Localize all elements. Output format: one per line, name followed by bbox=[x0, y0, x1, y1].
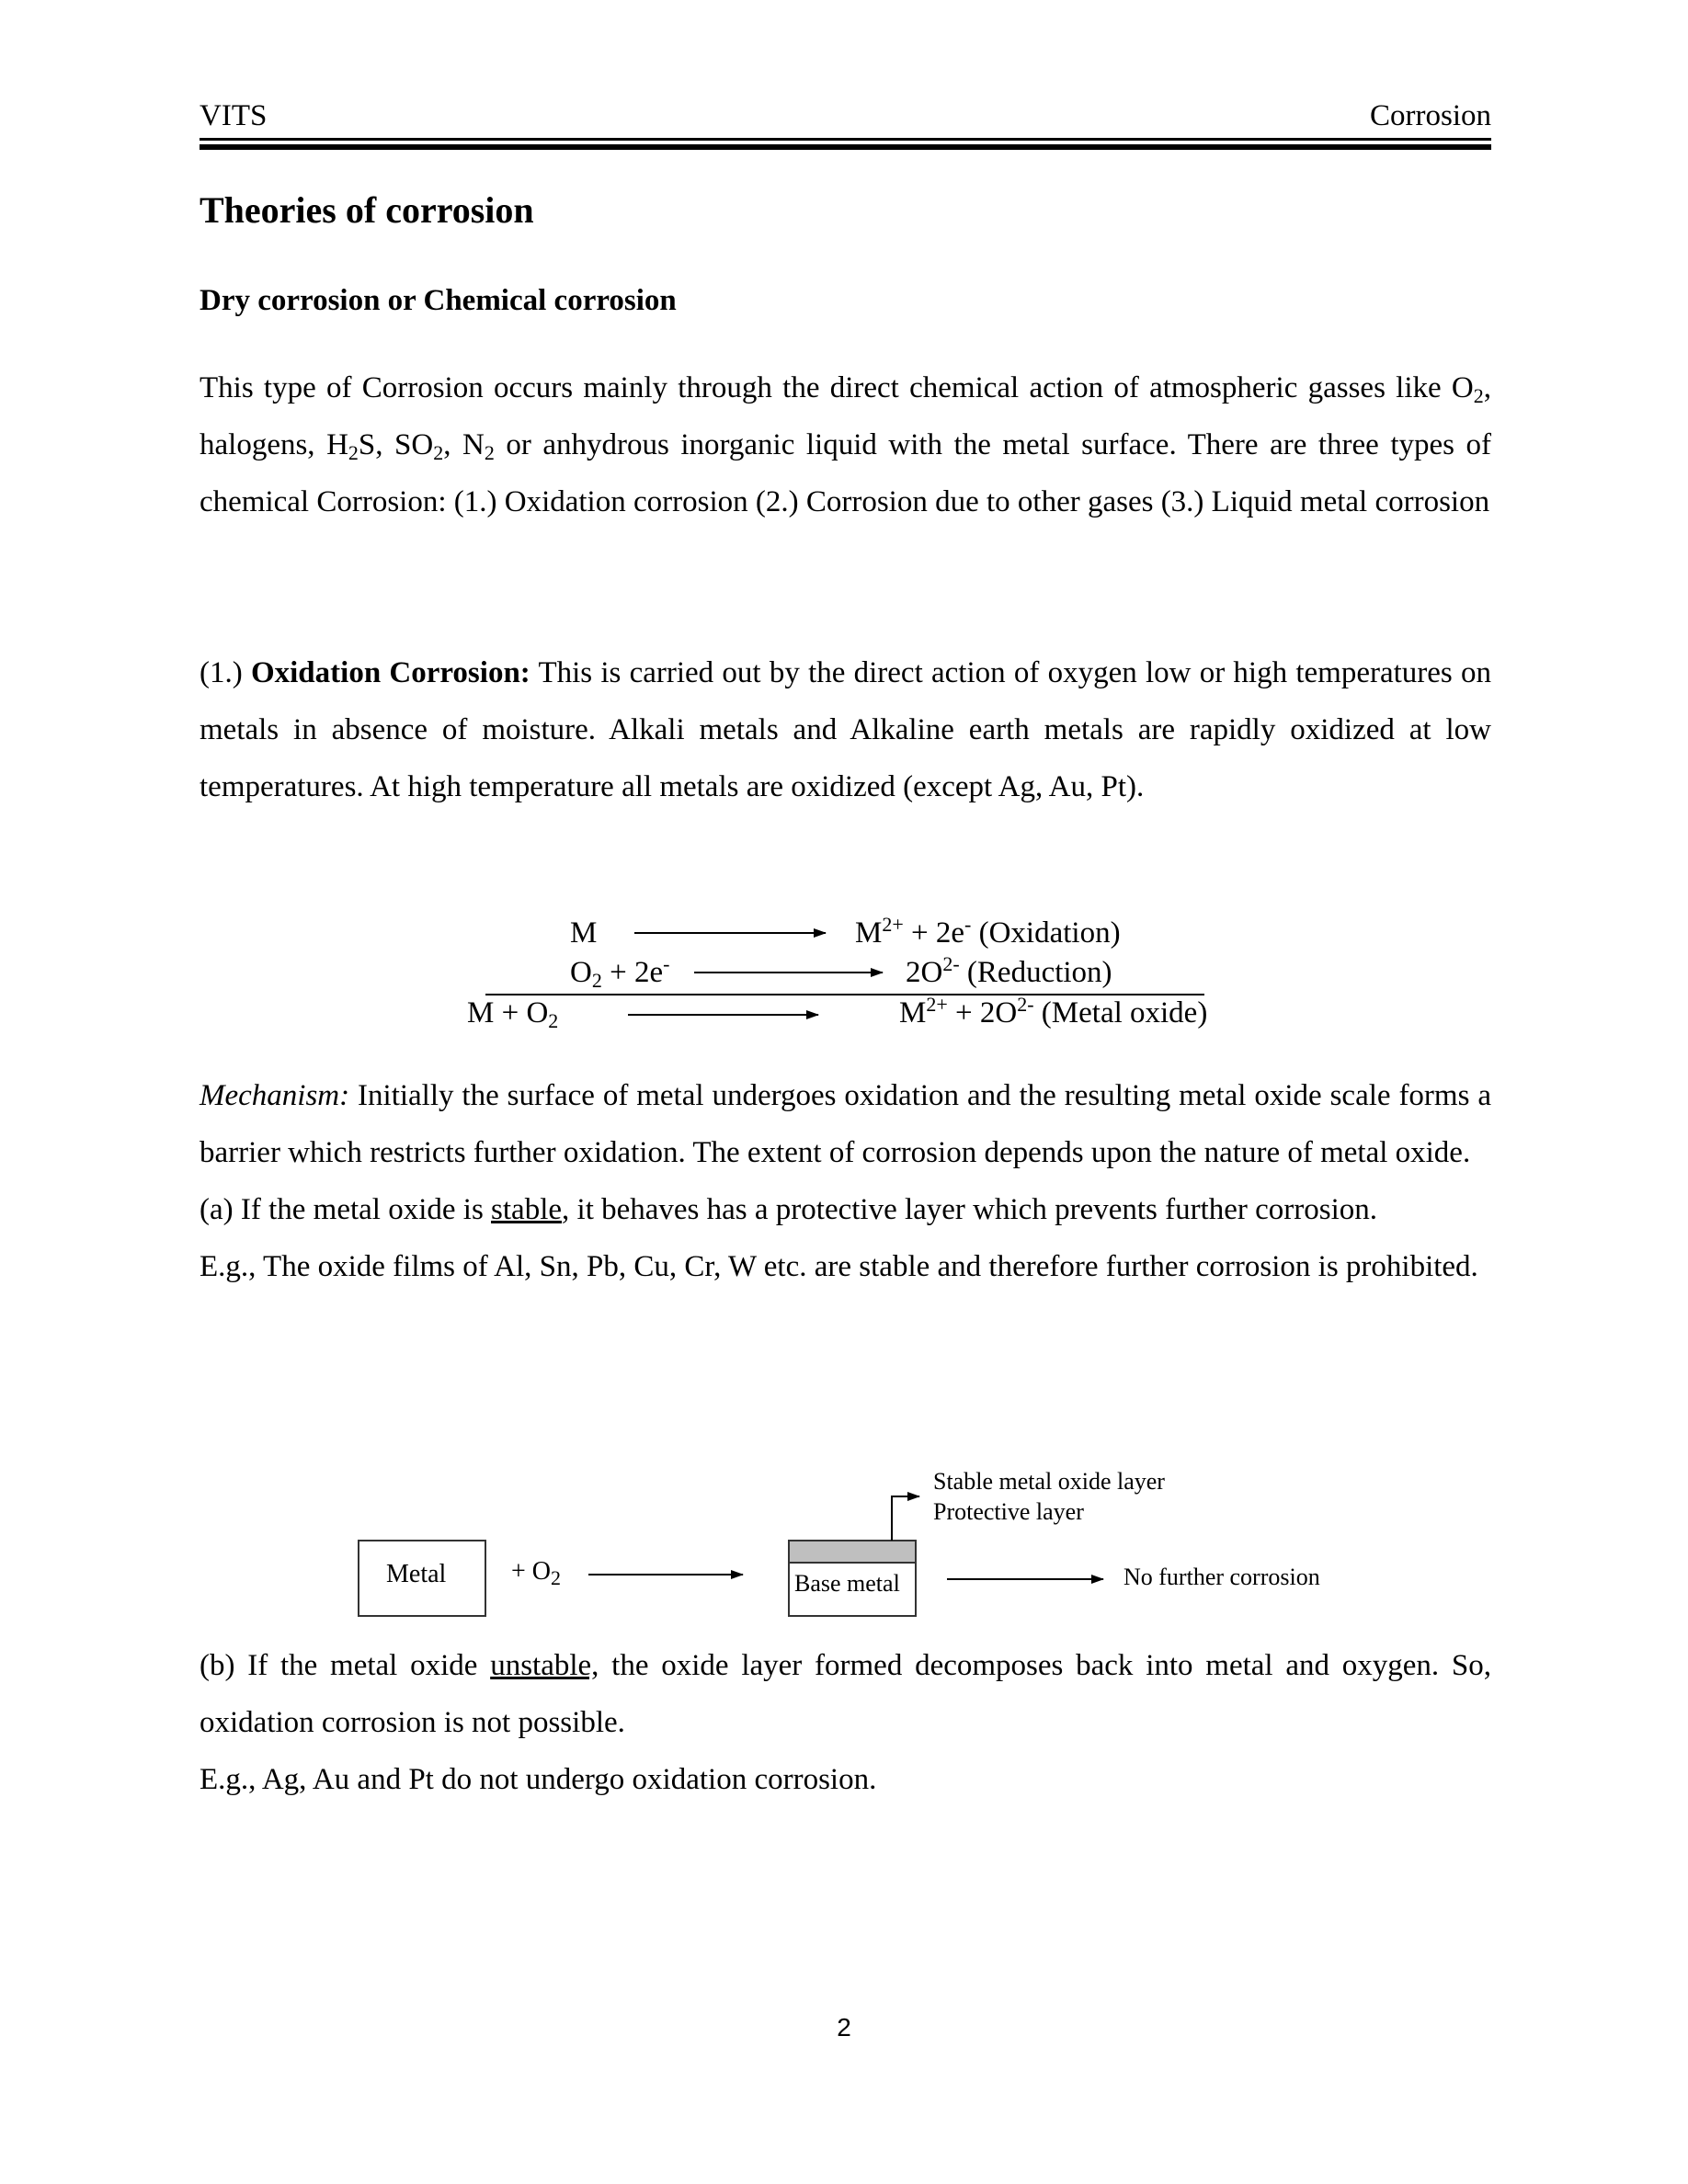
point-b-pre: (b) If the metal oxide bbox=[200, 1649, 491, 1682]
intro-text-3: S, SO bbox=[358, 428, 434, 461]
intro-text-4: , N bbox=[443, 428, 485, 461]
metal-label: Metal bbox=[386, 1560, 447, 1588]
plus-o2-label bbox=[511, 1557, 561, 1587]
eq2-l-sub: 2 bbox=[591, 969, 602, 992]
no-further-corrosion-label: No further corrosion bbox=[1123, 1564, 1320, 1590]
page-number: 2 bbox=[837, 2013, 851, 2042]
section-subtitle: Dry corrosion or Chemical corrosion bbox=[200, 284, 677, 317]
mechanism-label: Mechanism: bbox=[200, 1079, 350, 1112]
oxidation-heading: Oxidation Corrosion: bbox=[250, 656, 530, 689]
eq3-r-base: M bbox=[899, 996, 927, 1029]
eq3-l-sub: 2 bbox=[548, 1009, 559, 1032]
point-b-post: the oxide layer formed decomposes back into metal and oxygen. So, oxidation corrosion is not possible. bbox=[200, 1649, 1492, 1739]
header-left: VITS bbox=[200, 99, 268, 132]
eq3-r-sup2: 2- bbox=[1017, 993, 1034, 1016]
intro-sub-1: 2 bbox=[1473, 384, 1484, 407]
eq2-right bbox=[906, 952, 1112, 990]
header-right: Corrosion bbox=[1370, 99, 1491, 132]
intro-text-2: , halogens, H bbox=[200, 371, 1491, 461]
oxide-layer bbox=[789, 1541, 916, 1563]
layer-pointer bbox=[892, 1496, 919, 1541]
eq2-r-end: (Reduction) bbox=[959, 956, 1112, 989]
eq1-r-end: (Oxidation) bbox=[971, 916, 1121, 950]
intro-sub-3: 2 bbox=[433, 441, 444, 464]
page-title: Theories of corrosion bbox=[200, 189, 534, 231]
mechanism-point-a bbox=[200, 1181, 1491, 1238]
eq3-r-end: (Metal oxide) bbox=[1033, 996, 1208, 1029]
plus-o2-base: + O bbox=[511, 1557, 552, 1586]
intro-text-5: or anhydrous inorganic liquid with the metal surface. There are three types of chemical Corrosion: (1.) Oxidation corrosion (2.) Corrosion due to other gases (3.) Liquid metal corrosion bbox=[200, 428, 1491, 518]
intro-text-1: This type of Corrosion occurs mainly through the direct chemical action of atmospheric gasses like O bbox=[200, 371, 1474, 404]
intro-sub-4: 2 bbox=[484, 441, 495, 464]
eq3-r-mid: + 2O bbox=[947, 996, 1018, 1029]
mechanism-body bbox=[200, 1067, 1491, 1181]
layer-label-2: Protective layer bbox=[933, 1498, 1084, 1525]
intro-sub-2: 2 bbox=[348, 441, 359, 464]
eq3-left bbox=[467, 996, 558, 1030]
eq3-right bbox=[899, 993, 1208, 1030]
eq2-l-base: O bbox=[570, 956, 592, 989]
eq1-r-mid: + 2e bbox=[903, 916, 965, 950]
example-2: E.g., Ag, Au and Pt do not undergo oxidation corrosion. bbox=[200, 1763, 877, 1796]
eq2-r-sup: 2- bbox=[942, 952, 960, 975]
oxidation-prefix: (1.) bbox=[200, 656, 251, 689]
base-metal-label: Base metal bbox=[794, 1570, 900, 1597]
eq1-left: M bbox=[570, 916, 598, 950]
mechanism-paragraph bbox=[200, 1067, 1491, 1295]
example-1: E.g., The oxide films of Al, Sn, Pb, Cu, Cr, W etc. are stable and therefore further corrosion is prohibited. bbox=[200, 1250, 1478, 1283]
point-b bbox=[200, 1637, 1491, 1751]
eq2-l-end: + 2e bbox=[601, 956, 664, 989]
eq1-r-sup2: - bbox=[964, 913, 972, 936]
mechanism-text: Initially the surface of metal undergoes oxidation and the resulting metal oxide scale forms a barrier which restricts further oxidation. The extent of corrosion depends upon the nature of metal oxide. bbox=[200, 1079, 1491, 1169]
eq1-r-sup: 2+ bbox=[882, 913, 904, 936]
plus-o2-sub: 2 bbox=[551, 1566, 562, 1589]
eq2-left bbox=[570, 952, 670, 992]
eq3-r-sup: 2+ bbox=[926, 993, 948, 1016]
point-a-pre: (a) If the metal oxide is bbox=[200, 1193, 492, 1226]
eq3-l-base: M + O bbox=[467, 996, 549, 1029]
eq2-l-sup: - bbox=[663, 952, 670, 975]
eq1-r-base: M bbox=[855, 916, 883, 950]
oxidation-text: This is carried out by the direct action of oxygen low or high temperatures on metals in absence of moisture. Alkali metals and Alkaline earth metals are rapidly oxidized at low temperatures. At high temperature all metals are oxidized (except Ag, Au, Pt). bbox=[200, 656, 1491, 803]
eq1-right bbox=[855, 913, 1121, 950]
unstable-paragraph bbox=[200, 1637, 1491, 1808]
point-b-underlined: unstable, bbox=[490, 1649, 599, 1682]
point-a-underlined: stable bbox=[491, 1193, 563, 1226]
point-a-post: , it behaves has a protective layer which prevents further corrosion. bbox=[562, 1193, 1378, 1226]
layer-label-1: Stable metal oxide layer bbox=[933, 1468, 1165, 1495]
eq2-r-base: 2O bbox=[906, 956, 943, 989]
